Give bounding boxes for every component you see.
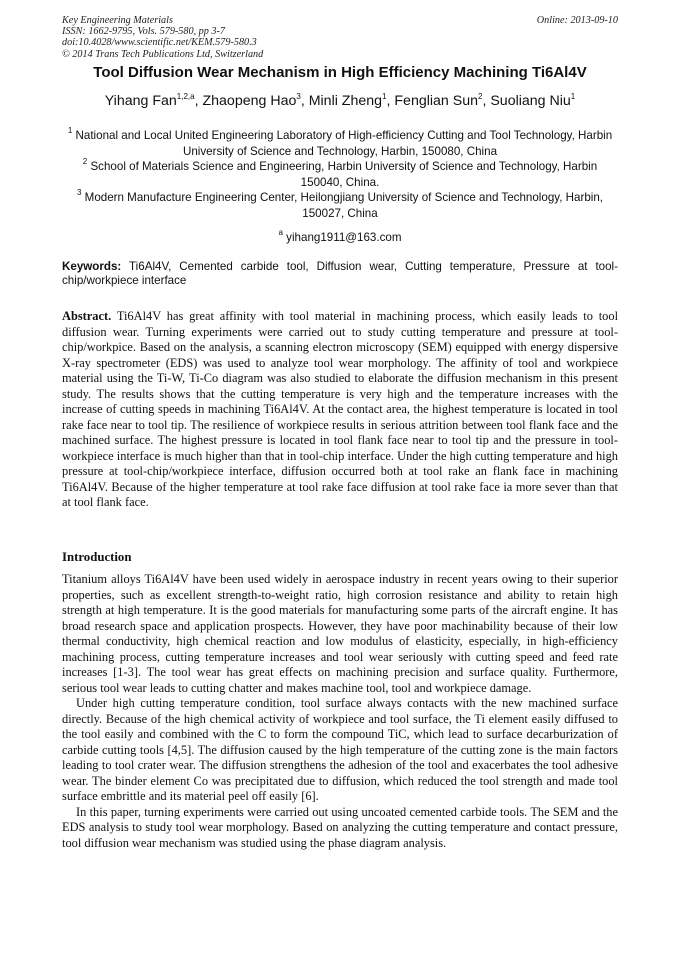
paragraph: Under high cutting temperature condition, tool surface always contacts with the new machined surface directly. Because of the high chemical activity of workpiece and tool surface, the Ti element easily diffused to the tool easily and combined with the C to form the compound TiC, which lead to surface decarburization of carbide cutting tools [4,5]. The diffusion caused by the high temperature of the cutting zone is the main factors leading to tool crater wear. The diffusion strengthens the adhesion of the tool and exacerbates the tool adhesive wear. The binder element Co was precipitated due to diffusion, which reduced the tool strength and made tool surface embrittle and its material peel off easily [6]. — [62, 696, 618, 803]
affiliation-3: $^3$ Modern Manufacture Engineering Center, Heilongjiang University of Science and Technology, Harbin, 150027, China — [76, 188, 604, 220]
abstract-label: Abstract. — [62, 309, 112, 323]
introduction-heading: Introduction — [62, 550, 132, 564]
author-name: Zhaopeng Hao — [202, 93, 297, 109]
paragraph: In this paper, turning experiments were carried out using uncoated cemented carbide tools. The SEM and the EDS analysis to study tool wear morphology. Based on analyzing the cutting temperature and contact pressure, tool diffusion wear mechanism was studied using the phase diagram analysis. — [62, 804, 618, 850]
abstract — [62, 309, 618, 511]
online-date: Online: 2013-09-10 — [536, 15, 618, 26]
keywords — [62, 260, 618, 288]
affiliations — [62, 128, 618, 245]
author-sup: 1 — [382, 92, 387, 101]
paragraph: Titanium alloys Ti6Al4V have been used widely in aerospace industry in recent years owing to their superior properties, such as excellent strength-to-weight ratio, high corrosion resistance and ability to retain high strength at high temperature. It is the good materials for manufacturing some parts of the aircraft engine. It has broad research space and application prospects. However, they have poor machinability because of their low thermal conductivity, high chemical reaction and low modulus of elasticity, especially, in high-efficiency machining process, cutting temperature increases and tool wear seriously with cutting speed and feed rate increases [1-3]. The tool wear has great effects on machining precision and surface quality. Furthermore, serious tool wear leads to cutting chatter and makes machine tool, tool and workpiece damage. — [62, 572, 618, 695]
author-name: Minli Zheng — [308, 93, 383, 109]
introduction-body — [62, 572, 618, 851]
journal-header — [62, 15, 618, 60]
keywords-label: Keywords: — [62, 260, 122, 273]
author-list: Yihang Fan$^{1,2,a}$, Zhaopeng Hao$^3$, Minli Zheng$^1$, Fenglian Sun$^2$, Suoliang Niu$^1$ — [104, 92, 576, 109]
issn-line: ISSN: 1662-9795, Vols. 579-580, pp 3-7 — [62, 26, 225, 38]
keywords-text: Ti6Al4V, Cemented carbide tool, Diffusion wear, Cutting temperature, Pressure at tool-chip/workpiece interface — [62, 260, 618, 287]
author-name: Yihang Fan — [104, 93, 177, 109]
affiliation-2: $^2$ School of Materials Science and Engineering, Harbin University of Science and Technology, Harbin 150040, China. — [82, 157, 598, 189]
abstract-text: Ti6Al4V has great affinity with tool material in machining process, which easily leads to tool diffusion wear. Turning experiments were carried out to study cutting temperature and pressure at tool-chip/workpice. Based on the analysis, a scanning electron microscopy (SEM) equipped with energy dispersive X-ray spectrometer (EDS) was used to analyze tool wear morphology. The affinity of tool and workpiece material using the Ti-W, Ti-Co diagram was also studied to elaborate the diffusion mechanism in this present study. The results shows that the cutting temperature is very high and the temperature increases with the increase of cutting speeds in machining Ti6Al4V. At the contact area, the highest temperature is located in tool rake face near to tool tip. The resilience of workpiece results in serious attrition between tool flank face and the machined surface. The highest pressure is located in tool flank face near to tool tip and the pressure in tool-workpiece interface is much higher than that in tool-chip interface. Under the high cutting temperature and high pressure at tool-chip/workpiece interface, diffusion occurred both at tool rake an flank face in machining Ti6Al4V. Because of the higher temperature at tool rake face diffusion at tool rake face ia more sever than that at tool flank face. — [62, 309, 619, 509]
paper-title: Tool Diffusion Wear Mechanism in High Efficiency Machining Ti6Al4V — [93, 64, 587, 81]
doi-line: doi:10.4028/www.scientific.net/KEM.579-580.3 — [62, 37, 257, 49]
journal-name: Key Engineering Materials — [62, 15, 173, 26]
affiliation-1: $^1$ National and Local United Engineering Laboratory of High-efficiency Cutting and Tool Technology, Harbin University of Science and Technology, Harbin, 150080, China — [67, 126, 613, 158]
author-name: Suoliang Niu — [490, 93, 571, 109]
author-sup: 1,2,a — [176, 92, 195, 101]
copyright-line: © 2014 Trans Tech Publications Ltd, Switzerland — [62, 48, 264, 60]
author-sup: 2 — [478, 92, 483, 101]
author-sup: 3 — [296, 92, 301, 101]
author-email: $^a$ yihang1911@163.com — [278, 227, 402, 244]
author-sup: 1 — [570, 92, 576, 101]
author-name: Fenglian Sun — [394, 93, 478, 109]
